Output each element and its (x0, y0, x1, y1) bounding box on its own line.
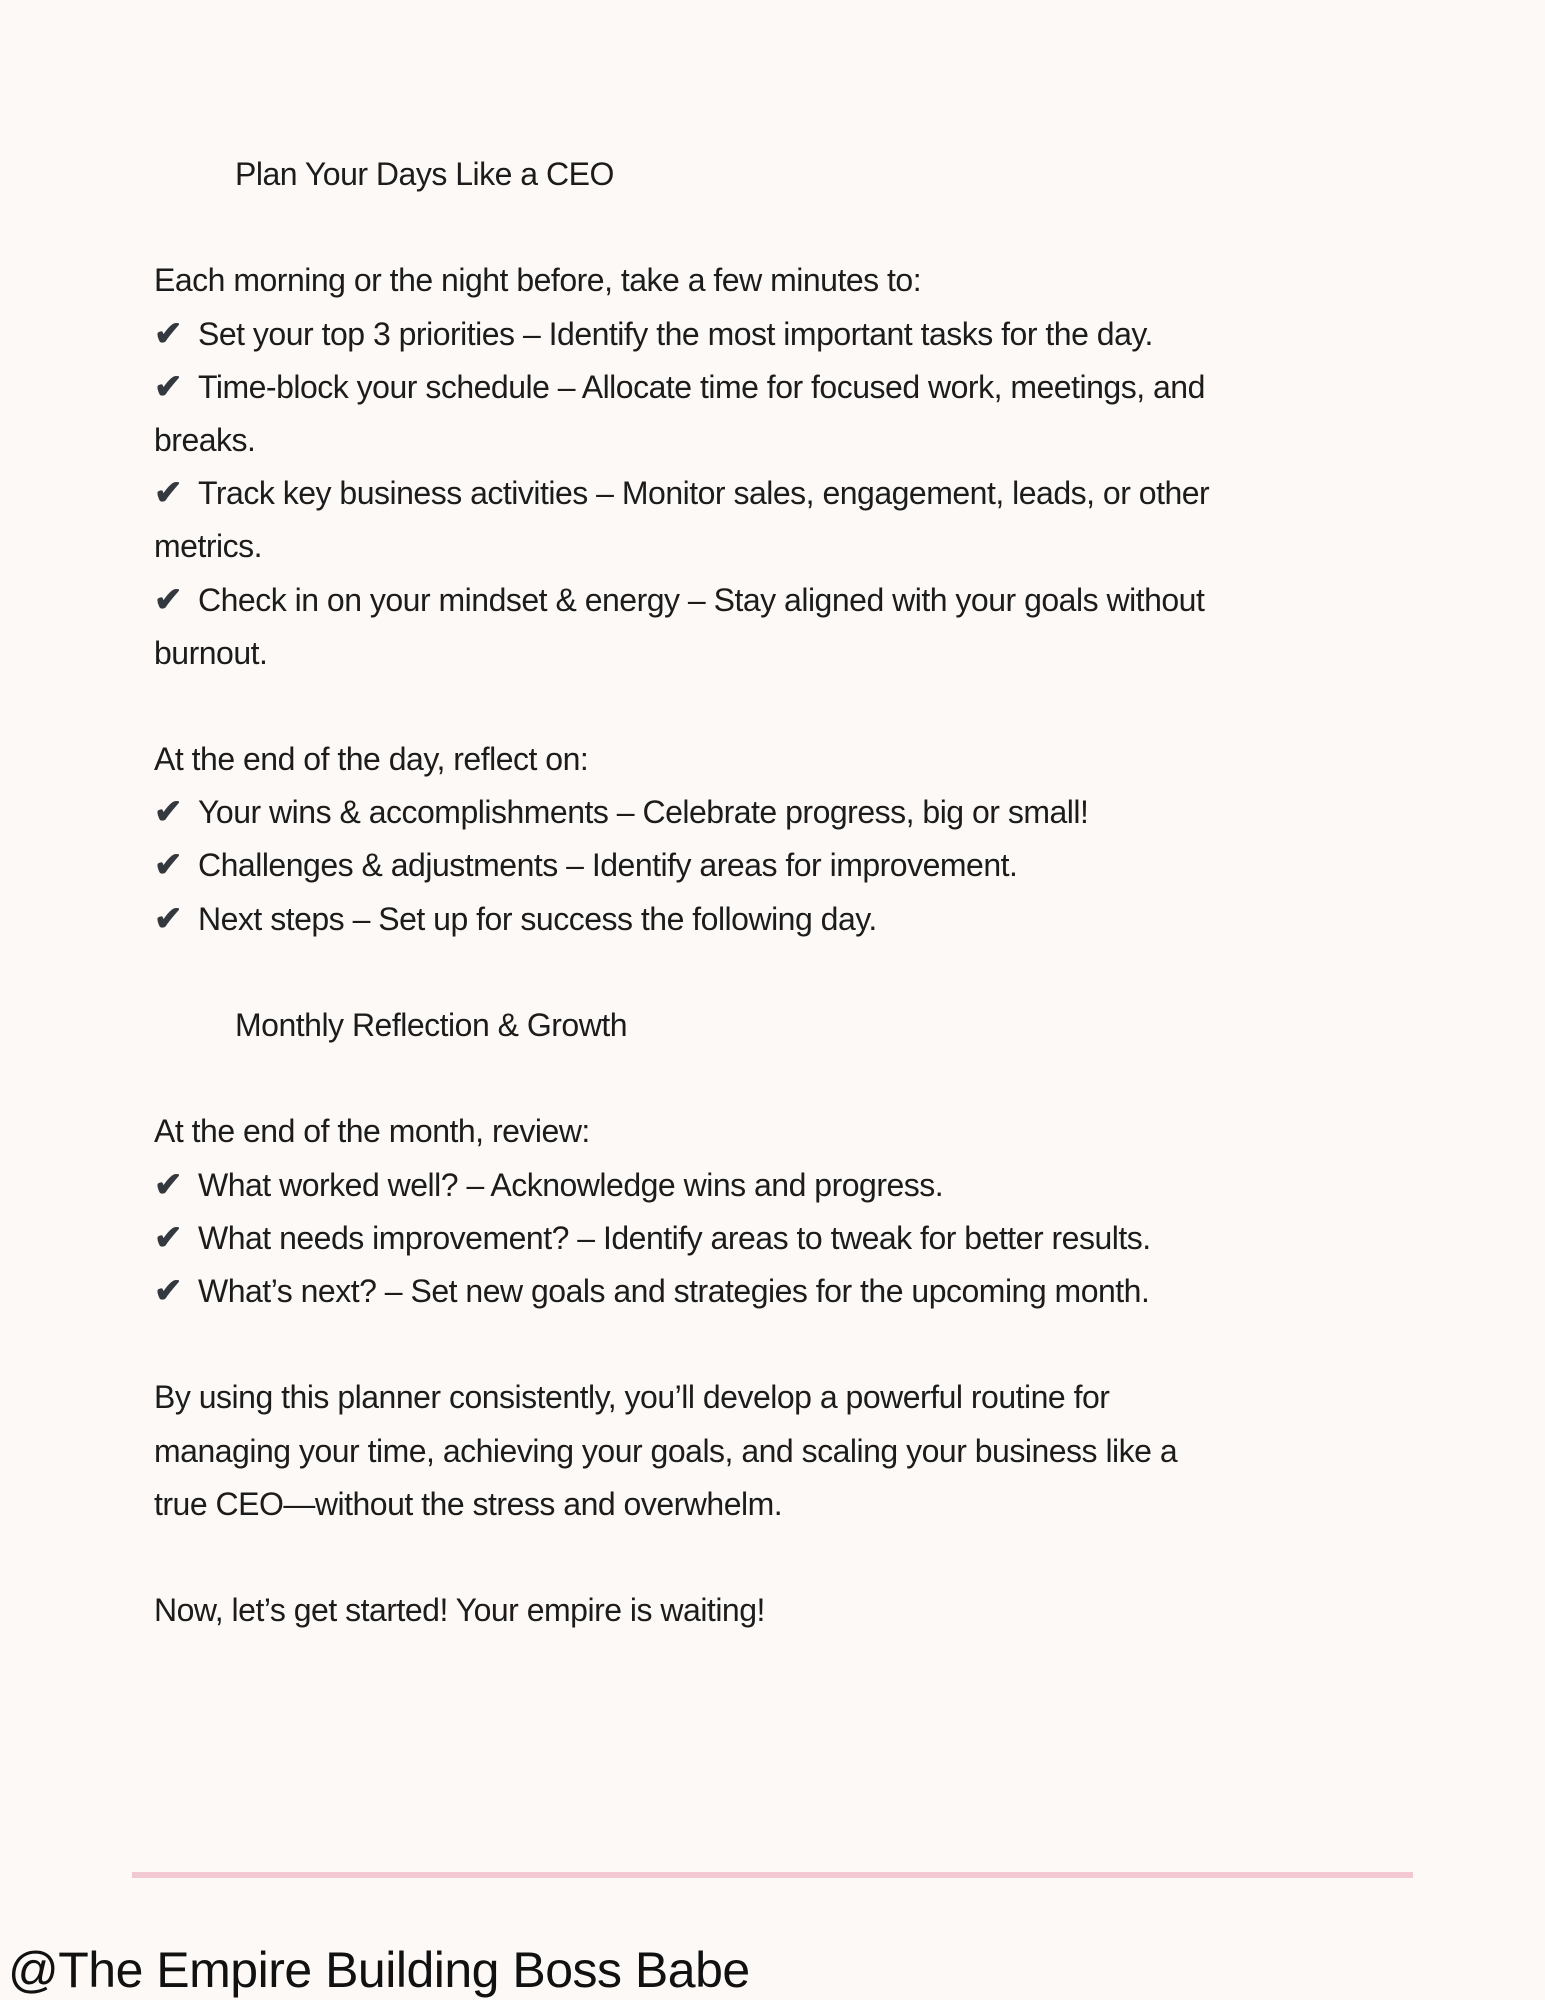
list-item-text: Track key business activities – Monitor sales, engagement, leads, or other (198, 475, 1210, 512)
check-icon: ✔ (154, 474, 182, 513)
list-item (154, 1265, 1404, 1318)
blank-line (154, 680, 1404, 733)
list-item (154, 308, 1404, 361)
blank-line (154, 1318, 1404, 1371)
check-icon: ✔ (154, 899, 182, 938)
footer-divider (132, 1872, 1413, 1878)
list-item-continuation: metrics. (154, 528, 262, 565)
list-item-continuation: breaks. (154, 421, 256, 458)
list-item (154, 786, 1404, 839)
blank-line (154, 201, 1404, 254)
closing-final-line: Now, let’s get started! Your empire is waiting! (154, 1592, 765, 1629)
check-icon: ✔ (154, 314, 182, 353)
check-icon: ✔ (154, 1218, 182, 1257)
list-item (154, 1212, 1404, 1265)
document-body (154, 148, 1404, 1637)
closing-paragraph-line: By using this planner consistently, you’ll develop a powerful routine for (154, 1379, 1110, 1416)
check-icon: ✔ (154, 367, 182, 406)
closing-paragraph-line: true CEO—without the stress and overwhelm. (154, 1485, 783, 1522)
list-item-text: Next steps – Set up for success the following day. (198, 900, 877, 937)
list-item-text: Challenges & adjustments – Identify areas for improvement. (198, 847, 1018, 884)
list-item-text: Time-block your schedule – Allocate time for focused work, meetings, and (198, 368, 1205, 405)
blank-line (154, 946, 1404, 999)
monthly-intro: At the end of the month, review: (154, 1113, 590, 1150)
list-item (154, 467, 1404, 520)
check-icon: ✔ (154, 793, 182, 832)
list-item-text: What needs improvement? – Identify areas to tweak for better results. (198, 1219, 1151, 1256)
section-title-monthly: Monthly Reflection & Growth (235, 1007, 627, 1043)
list-item (154, 574, 1404, 627)
evening-intro: At the end of the day, reflect on: (154, 741, 589, 778)
list-item (154, 1159, 1404, 1212)
list-item-text: Check in on your mindset & energy – Stay aligned with your goals without (198, 581, 1205, 618)
list-item-text: Set your top 3 priorities – Identify the most important tasks for the day. (198, 315, 1153, 352)
check-icon: ✔ (154, 846, 182, 885)
check-icon: ✔ (154, 580, 182, 619)
footer-handle: @The Empire Building Boss Babe (8, 1942, 750, 1998)
check-icon: ✔ (154, 1271, 182, 1310)
blank-line (154, 1531, 1404, 1584)
check-icon: ✔ (154, 1165, 182, 1204)
blank-line (154, 1052, 1404, 1105)
list-item (154, 893, 1404, 946)
morning-intro: Each morning or the night before, take a few minutes to: (154, 262, 922, 299)
list-item (154, 839, 1404, 892)
closing-paragraph-line: managing your time, achieving your goals, and scaling your business like a (154, 1432, 1178, 1469)
section-title-plan-days: Plan Your Days Like a CEO (235, 156, 614, 192)
list-item (154, 361, 1404, 414)
list-item-text: What’s next? – Set new goals and strategies for the upcoming month. (198, 1272, 1150, 1309)
list-item-text: What worked well? – Acknowledge wins and progress. (198, 1166, 944, 1203)
list-item-text: Your wins & accomplishments – Celebrate progress, big or small! (198, 794, 1089, 831)
list-item-continuation: burnout. (154, 634, 268, 671)
